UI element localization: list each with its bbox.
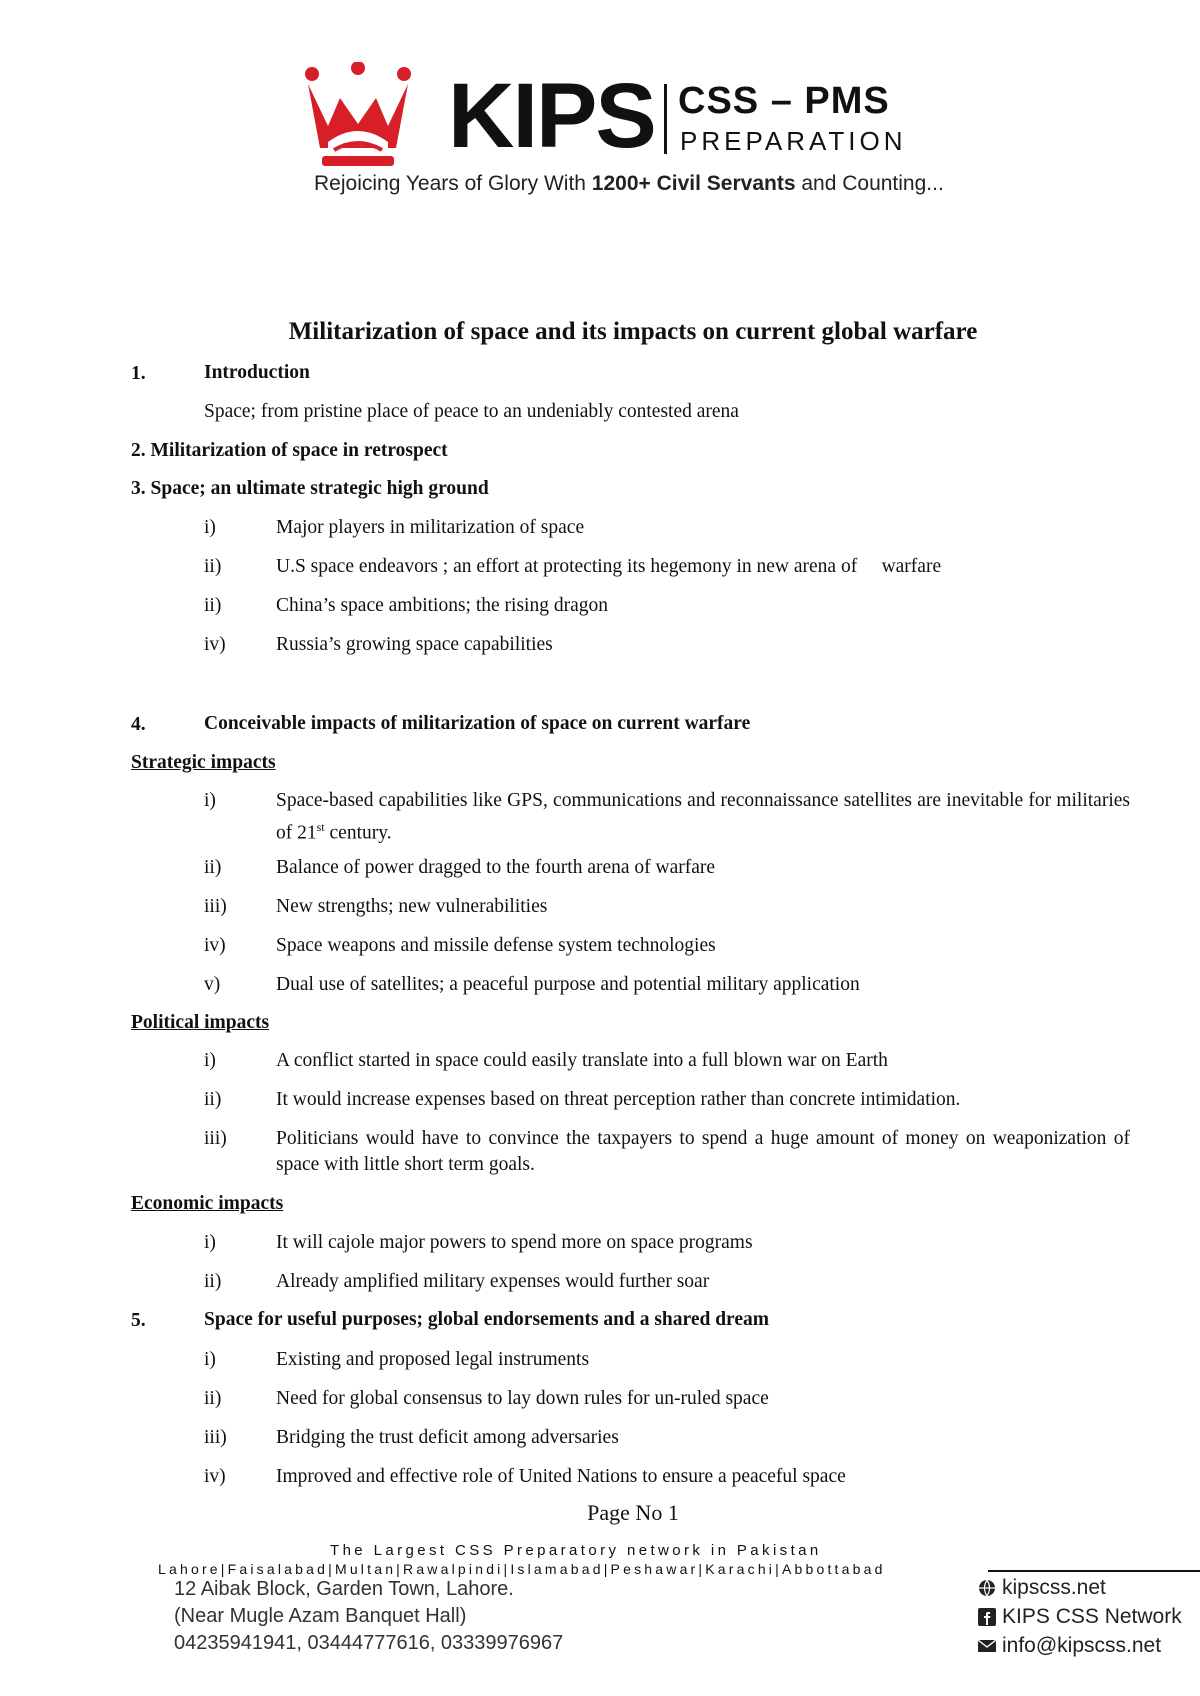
list-item: New strengths; new vulnerabilities (276, 896, 548, 917)
list-item: Improved and effective role of United Nations to ensure a peaceful space (276, 1466, 846, 1487)
list-marker: ii) (204, 556, 222, 577)
list-marker: i) (204, 790, 216, 811)
list-item: A conflict started in space could easily translate into a full blown war on Earth (276, 1050, 888, 1071)
list-marker: iv) (204, 1466, 226, 1487)
list-item: Balance of power dragged to the fourth arena of warfare (276, 857, 716, 878)
document-title: Militarization of space and its impacts on current global warfare (288, 318, 978, 345)
footer-cities: Lahore|Faisalabad|Multan|Rawalpindi|Islamabad|Peshawar|Karachi|Abbottabad (158, 1561, 886, 1577)
list-item: Already amplified military expenses would further soar (276, 1271, 710, 1292)
facebook-icon (978, 1608, 996, 1626)
list-item: Dual use of satellites; a peaceful purpose and potential military application (276, 974, 860, 995)
subheading-political: Political impacts (131, 1012, 270, 1033)
email-icon (978, 1637, 996, 1655)
list-marker: ii) (204, 1388, 222, 1409)
footer-email[interactable]: info@kipscss.net (978, 1634, 1161, 1658)
list-item: Space-based capabilities like GPS, communications and reconnaissance satellites are inevitable for militaries of 21st century. (276, 790, 1130, 844)
list-item: Space weapons and missile defense system technologies (276, 935, 716, 956)
list-item: Bridging the trust deficit among adversaries (276, 1427, 619, 1448)
list-marker: iv) (204, 634, 226, 655)
list-marker: iii) (204, 1128, 227, 1149)
section-number: 1. (131, 363, 146, 384)
list-marker: i) (204, 1232, 216, 1253)
footer-website[interactable]: kipscss.net (978, 1576, 1106, 1600)
section-number: 4. (131, 714, 146, 735)
list-marker: v) (204, 974, 221, 995)
page-number: Page No 1 (587, 1500, 679, 1525)
footer-rule (988, 1570, 1200, 1572)
footer-phones: 04235941941, 03444777616, 03339976967 (174, 1632, 564, 1654)
footer-address-note: (Near Mugle Azam Banquet Hall) (174, 1605, 467, 1627)
list-marker: i) (204, 1349, 216, 1370)
brand-name: KIPS (448, 65, 655, 167)
list-marker: ii) (204, 857, 222, 878)
section-heading: 2. Militarization of space in retrospect (131, 440, 448, 461)
list-item: Major players in militarization of space (276, 517, 585, 538)
list-marker: ii) (204, 1271, 222, 1292)
footer-address: 12 Aibak Block, Garden Town, Lahore. (174, 1578, 514, 1600)
list-marker: i) (204, 1050, 216, 1071)
list-item: Politicians would have to convince the taxpayers to spend a huge amount of money on weaponization of space with little short term goals. (276, 1128, 1130, 1175)
list-marker: ii) (204, 595, 222, 616)
program-name: CSS – PMS (678, 80, 890, 122)
list-item: Need for global consensus to lay down rules for un-ruled space (276, 1388, 769, 1409)
section-body: Space; from pristine place of peace to an undeniably contested arena (204, 401, 739, 422)
footer-facebook[interactable]: KIPS CSS Network (978, 1605, 1182, 1629)
subheading-economic: Economic impacts (131, 1193, 284, 1214)
list-item: U.S space endeavors ; an effort at protecting its hegemony in new arena of warfare (276, 556, 942, 577)
preparation-label: PREPARATION (680, 126, 907, 156)
list-marker: i) (204, 517, 216, 538)
section-heading: Introduction (204, 362, 310, 383)
list-marker: iii) (204, 896, 227, 917)
list-marker: iv) (204, 935, 226, 956)
section-number: 5. (131, 1310, 146, 1331)
list-item: It would increase expenses based on threat perception rather than concrete intimidation. (276, 1089, 961, 1110)
list-item: Russia’s growing space capabilities (276, 634, 553, 655)
footer-network: The Largest CSS Preparatory network in Pakistan (330, 1542, 822, 1559)
list-item: Existing and proposed legal instruments (276, 1349, 590, 1370)
globe-icon (978, 1579, 996, 1597)
kips-crown-logo (300, 62, 416, 172)
logo-divider (664, 84, 667, 154)
list-item: China’s space ambitions; the rising dragon (276, 595, 608, 616)
list-item: It will cajole major powers to spend more on space programs (276, 1232, 753, 1253)
list-marker: ii) (204, 1089, 222, 1110)
section-heading: Space for useful purposes; global endorsements and a shared dream (204, 1309, 770, 1330)
list-marker: iii) (204, 1427, 227, 1448)
subheading-strategic: Strategic impacts (131, 752, 276, 773)
section-heading: Conceivable impacts of militarization of space on current warfare (204, 713, 751, 734)
section-heading: 3. Space; an ultimate strategic high ground (131, 478, 489, 499)
tagline: Rejoicing Years of Glory With 1200+ Civil Servants and Counting... (314, 172, 944, 195)
